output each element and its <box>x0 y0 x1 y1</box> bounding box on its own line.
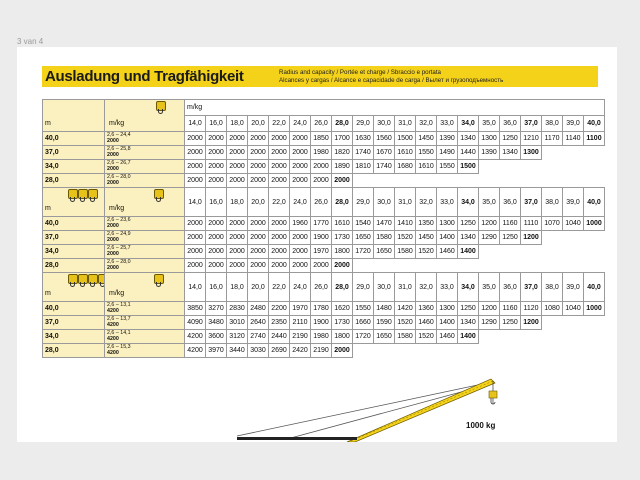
capacity-value-cell: 1610 <box>395 146 416 160</box>
max-capacity-text: 2000 <box>107 222 119 229</box>
jib-truss <box>347 379 495 442</box>
capacity-value-cell: 1400 <box>458 245 479 259</box>
capacity-value-cell: 2000 <box>227 259 248 273</box>
capacity-value-cell: 2000 <box>269 146 290 160</box>
radius-header-cell: 18,0 <box>227 273 248 302</box>
radius-header-cell: 28,0 <box>332 273 353 302</box>
radius-header-cell: 37,0 <box>521 116 542 132</box>
capacity-value-cell: 2000 <box>227 231 248 245</box>
radius-header-cell: 38,0 <box>542 116 563 132</box>
capacity-value-cell: 1160 <box>500 217 521 231</box>
capacity-value-cell: 1070 <box>542 217 563 231</box>
radius-header-cell: 20,0 <box>248 116 269 132</box>
range-text: 2,6 – 13,7 <box>107 315 131 322</box>
capacity-value-cell: 2000 <box>311 259 332 273</box>
counter-jib <box>237 437 357 440</box>
capacity-value-cell: 1390 <box>479 146 500 160</box>
capacity-value-cell: 3970 <box>206 344 227 358</box>
capacity-value-cell: 2740 <box>248 330 269 344</box>
capacity-value-cell: 1770 <box>311 217 332 231</box>
capacity-value-cell: 1340 <box>458 231 479 245</box>
jib-length-cell: 34,0 <box>43 160 105 174</box>
radius-header-cell: 36,0 <box>500 116 521 132</box>
range-text: 2,6 – 28,0 <box>107 258 131 265</box>
radius-header-cell: 22,0 <box>269 273 290 302</box>
capacity-value-cell: 1670 <box>374 146 395 160</box>
capacity-value-cell: 1400 <box>458 330 479 344</box>
capacity-value-cell: 1040 <box>563 302 584 316</box>
max-capacity-text: 4200 <box>107 335 119 342</box>
radius-header-cell: 16,0 <box>206 273 227 302</box>
capacity-value-cell: 1450 <box>416 231 437 245</box>
capacity-value-cell: 1290 <box>479 316 500 330</box>
capacity-value-cell: 1450 <box>416 132 437 146</box>
jib-length-cell: 40,0 <box>43 132 105 146</box>
capacity-value-cell: 1650 <box>374 245 395 259</box>
radius-header-cell: 32,0 <box>416 116 437 132</box>
range-text: 2,6 – 25,8 <box>107 145 131 152</box>
capacity-value-cell: 2000 <box>248 217 269 231</box>
capacity-value-cell: 1620 <box>332 302 353 316</box>
jib-length-cell: 37,0 <box>43 146 105 160</box>
jib-length-cell: 34,0 <box>43 245 105 259</box>
capacity-value-cell: 2000 <box>185 231 206 245</box>
capacity-value-cell: 1800 <box>332 245 353 259</box>
radius-header-cell: 30,0 <box>374 116 395 132</box>
subtitle-line-2: Alcances y cargas / Alcance e capacidade de carga / Вылет и грузоподъемность <box>279 76 504 84</box>
range-text: 2,6 – 24,4 <box>107 131 131 138</box>
capacity-value-cell: 1400 <box>437 316 458 330</box>
capacity-value-cell: 1550 <box>437 160 458 174</box>
capacity-value-cell: 1520 <box>416 330 437 344</box>
radius-header-cell: 40,0 <box>584 188 605 217</box>
capacity-value-cell: 1540 <box>353 217 374 231</box>
capacity-value-cell: 2420 <box>290 344 311 358</box>
radius-header-cell: 40,0 <box>584 273 605 302</box>
jib-length-cell: 28,0 <box>43 174 105 188</box>
capacity-value-cell: 1120 <box>521 302 542 316</box>
capacity-value-cell: 1200 <box>479 217 500 231</box>
capacity-value-cell: 3850 <box>185 302 206 316</box>
capacity-value-cell: 1650 <box>353 231 374 245</box>
capacity-value-cell: 2000 <box>206 259 227 273</box>
radius-header-cell: 14,0 <box>185 273 206 302</box>
capacity-value-cell: 2000 <box>311 174 332 188</box>
capacity-value-cell: 1300 <box>479 132 500 146</box>
capacity-value-cell: 2000 <box>248 259 269 273</box>
radius-header-cell: 35,0 <box>479 116 500 132</box>
capacity-value-cell: 1730 <box>332 231 353 245</box>
radius-header-cell: 22,0 <box>269 116 290 132</box>
radius-header-cell: 38,0 <box>542 273 563 302</box>
capacity-value-cell: 1580 <box>374 231 395 245</box>
capacity-value-cell: 1250 <box>500 231 521 245</box>
radius-unit-label: m/kg <box>185 100 605 116</box>
capacity-value-cell: 1960 <box>290 217 311 231</box>
capacity-value-cell: 1780 <box>311 302 332 316</box>
capacity-value-cell: 2000 <box>269 259 290 273</box>
capacity-value-cell: 1650 <box>374 330 395 344</box>
capacity-value-cell: 3270 <box>206 302 227 316</box>
radius-header-cell: 29,0 <box>353 116 374 132</box>
capacity-value-cell: 2000 <box>269 245 290 259</box>
capacity-value-cell: 1610 <box>416 160 437 174</box>
capacity-value-cell: 3480 <box>206 316 227 330</box>
capacity-value-cell: 1140 <box>563 132 584 146</box>
jib-length-cell: 37,0 <box>43 231 105 245</box>
unit-mkg-label: m/kg <box>109 290 125 297</box>
radius-header-cell: 33,0 <box>437 273 458 302</box>
subtitle-line-1: Radius and capacity / Portée et charge / Sbraccio e portata <box>279 69 441 76</box>
capacity-value-cell: 1250 <box>500 316 521 330</box>
radius-header-cell: 18,0 <box>227 188 248 217</box>
max-capacity-text: 2000 <box>107 179 119 186</box>
capacity-value-cell: 2000 <box>206 132 227 146</box>
capacity-value-cell: 4200 <box>185 330 206 344</box>
capacity-value-cell: 2190 <box>290 330 311 344</box>
radius-header-cell: 37,0 <box>521 188 542 217</box>
capacity-value-cell: 1970 <box>290 302 311 316</box>
capacity-value-cell: 2690 <box>269 344 290 358</box>
unit-mkg-label: m/kg <box>109 120 125 127</box>
capacity-value-cell: 2480 <box>248 302 269 316</box>
capacity-value-cell: 1160 <box>500 302 521 316</box>
radius-header-cell: 18,0 <box>227 116 248 132</box>
capacity-value-cell: 2000 <box>290 146 311 160</box>
capacity-value-cell: 1580 <box>395 330 416 344</box>
max-capacity-text: 2000 <box>107 250 119 257</box>
capacity-value-cell: 1390 <box>437 132 458 146</box>
capacity-value-cell: 2000 <box>206 174 227 188</box>
radius-header-cell: 36,0 <box>500 273 521 302</box>
capacity-value-cell: 1440 <box>458 146 479 160</box>
capacity-value-cell: 2000 <box>227 146 248 160</box>
max-capacity-text: 4200 <box>107 307 119 314</box>
capacity-value-cell: 4090 <box>185 316 206 330</box>
crane-boom-diagram <box>17 47 617 442</box>
capacity-value-cell: 2000 <box>185 146 206 160</box>
radius-header-cell: 37,0 <box>521 273 542 302</box>
capacity-value-cell: 2000 <box>269 217 290 231</box>
radius-header-cell: 20,0 <box>248 273 269 302</box>
boom-tie-line <box>237 383 487 436</box>
capacity-value-cell: 3440 <box>227 344 248 358</box>
radius-header-cell: 29,0 <box>353 273 374 302</box>
capacity-value-cell: 1300 <box>437 302 458 316</box>
jib-length-cell: 28,0 <box>43 344 105 358</box>
capacity-value-cell: 2000 <box>332 174 353 188</box>
capacity-value-cell: 1700 <box>332 132 353 146</box>
capacity-value-cell: 1660 <box>353 316 374 330</box>
range-text: 2,6 – 25,7 <box>107 244 131 251</box>
capacity-value-cell: 1590 <box>374 316 395 330</box>
radius-header-cell: 26,0 <box>311 116 332 132</box>
radius-header-cell: 26,0 <box>311 273 332 302</box>
capacity-value-cell: 1490 <box>437 146 458 160</box>
capacity-value-cell: 1250 <box>500 132 521 146</box>
hook-block <box>489 391 497 398</box>
unit-m-label: m <box>45 290 51 297</box>
radius-header-cell: 32,0 <box>416 273 437 302</box>
radius-header-cell: 39,0 <box>563 116 584 132</box>
radius-header-cell: 35,0 <box>479 188 500 217</box>
radius-header-cell: 24,0 <box>290 273 311 302</box>
capacity-value-cell: 1470 <box>374 217 395 231</box>
capacity-value-cell: 2000 <box>227 217 248 231</box>
capacity-value-cell: 1080 <box>542 302 563 316</box>
jib-length-cell: 28,0 <box>43 259 105 273</box>
range-text: 2,6 – 15,3 <box>107 343 131 350</box>
capacity-value-cell: 1290 <box>479 231 500 245</box>
capacity-value-cell: 2000 <box>248 174 269 188</box>
radius-header-cell: 24,0 <box>290 188 311 217</box>
capacity-value-cell: 1520 <box>395 316 416 330</box>
radius-header-cell: 28,0 <box>332 116 353 132</box>
capacity-value-cell: 2000 <box>269 174 290 188</box>
max-capacity-text: 2000 <box>107 165 119 172</box>
capacity-value-cell: 1420 <box>395 302 416 316</box>
radius-header-cell: 31,0 <box>395 188 416 217</box>
capacity-value-cell: 1200 <box>521 231 542 245</box>
radius-header-cell: 24,0 <box>290 116 311 132</box>
capacity-value-cell: 1500 <box>458 160 479 174</box>
capacity-value-cell: 1460 <box>437 245 458 259</box>
max-capacity-text: 2000 <box>107 264 119 271</box>
capacity-value-cell: 2000 <box>185 217 206 231</box>
radius-header-cell: 16,0 <box>206 188 227 217</box>
capacity-value-cell: 1210 <box>521 132 542 146</box>
capacity-value-cell: 1820 <box>332 146 353 160</box>
capacity-value-cell: 1730 <box>332 316 353 330</box>
unit-m-label: m <box>45 120 51 127</box>
capacity-value-cell: 2000 <box>290 245 311 259</box>
range-text: 2,6 – 23,6 <box>107 216 131 223</box>
capacity-value-cell: 1550 <box>416 146 437 160</box>
range-text: 2,6 – 24,9 <box>107 230 131 237</box>
capacity-value-cell: 3030 <box>248 344 269 358</box>
capacity-value-cell: 2000 <box>248 146 269 160</box>
radius-header-cell: 38,0 <box>542 188 563 217</box>
capacity-value-cell: 1970 <box>311 245 332 259</box>
capacity-value-cell: 2000 <box>311 160 332 174</box>
capacity-value-cell: 1720 <box>353 330 374 344</box>
capacity-value-cell: 3120 <box>227 330 248 344</box>
capacity-value-cell: 1800 <box>332 330 353 344</box>
capacity-value-cell: 1100 <box>584 132 605 146</box>
capacity-value-cell: 1560 <box>374 132 395 146</box>
capacity-value-cell: 2000 <box>248 231 269 245</box>
load-label: 1000 kg <box>466 421 496 430</box>
capacity-value-cell: 1550 <box>353 302 374 316</box>
capacity-value-cell: 1890 <box>332 160 353 174</box>
radius-header-cell: 20,0 <box>248 188 269 217</box>
capacity-value-cell: 2000 <box>290 259 311 273</box>
radius-header-cell: 30,0 <box>374 273 395 302</box>
unit-mkg-label: m/kg <box>109 205 125 212</box>
capacity-value-cell: 1200 <box>521 316 542 330</box>
radius-header-cell: 34,0 <box>458 188 479 217</box>
capacity-value-cell: 1500 <box>395 132 416 146</box>
capacity-value-cell: 2000 <box>185 132 206 146</box>
range-text: 2,6 – 26,7 <box>107 159 131 166</box>
radius-header-cell: 33,0 <box>437 188 458 217</box>
capacity-value-cell: 2440 <box>269 330 290 344</box>
capacity-value-cell: 2000 <box>185 259 206 273</box>
radius-header-cell: 39,0 <box>563 188 584 217</box>
capacity-value-cell: 1460 <box>416 316 437 330</box>
page-title: Ausladung und Tragfähigkeit <box>45 68 244 85</box>
radius-header-cell: 34,0 <box>458 116 479 132</box>
capacity-value-cell: 1480 <box>374 302 395 316</box>
capacity-value-cell: 1170 <box>542 132 563 146</box>
boom-tie-line-2 <box>287 385 487 439</box>
capacity-value-cell: 1340 <box>458 316 479 330</box>
capacity-value-cell: 2000 <box>206 231 227 245</box>
capacity-value-cell: 1520 <box>416 245 437 259</box>
jib-length-cell: 34,0 <box>43 330 105 344</box>
capacity-value-cell: 2000 <box>185 160 206 174</box>
radius-header-cell: 34,0 <box>458 273 479 302</box>
capacity-value-cell: 1980 <box>311 146 332 160</box>
radius-header-cell: 22,0 <box>269 188 290 217</box>
capacity-value-cell: 1200 <box>479 302 500 316</box>
capacity-value-cell: 1340 <box>500 146 521 160</box>
capacity-value-cell: 1850 <box>311 132 332 146</box>
radius-header-cell: 30,0 <box>374 188 395 217</box>
capacity-value-cell: 2000 <box>248 160 269 174</box>
max-capacity-text: 2000 <box>107 137 119 144</box>
capacity-value-cell: 1000 <box>584 302 605 316</box>
jib-length-cell: 40,0 <box>43 217 105 231</box>
capacity-value-cell: 1680 <box>395 160 416 174</box>
max-capacity-text: 2000 <box>107 151 119 158</box>
radius-header-cell: 40,0 <box>584 116 605 132</box>
radius-header-cell: 39,0 <box>563 273 584 302</box>
capacity-value-cell: 2000 <box>290 132 311 146</box>
capacity-value-cell: 1630 <box>353 132 374 146</box>
capacity-value-cell: 1400 <box>437 231 458 245</box>
capacity-value-cell: 2000 <box>227 245 248 259</box>
jib-length-cell: 40,0 <box>43 302 105 316</box>
capacity-value-cell: 4200 <box>185 344 206 358</box>
capacity-value-cell: 2000 <box>290 160 311 174</box>
radius-header-cell: 32,0 <box>416 188 437 217</box>
radius-header-cell: 26,0 <box>311 188 332 217</box>
capacity-value-cell: 1300 <box>521 146 542 160</box>
capacity-value-cell: 2000 <box>332 259 353 273</box>
capacity-value-cell: 2830 <box>227 302 248 316</box>
radius-header-cell: 14,0 <box>185 116 206 132</box>
radius-header-cell: 35,0 <box>479 273 500 302</box>
capacity-value-cell: 2200 <box>269 302 290 316</box>
max-capacity-text: 2000 <box>107 236 119 243</box>
capacity-value-cell: 2640 <box>248 316 269 330</box>
radius-header-cell: 31,0 <box>395 273 416 302</box>
capacity-value-cell: 2000 <box>206 245 227 259</box>
max-capacity-text: 4200 <box>107 321 119 328</box>
capacity-value-cell: 2000 <box>332 344 353 358</box>
capacity-value-cell: 1410 <box>395 217 416 231</box>
radius-header-cell: 31,0 <box>395 116 416 132</box>
jib-length-cell: 37,0 <box>43 316 105 330</box>
page-indicator: 3 van 4 <box>17 37 44 46</box>
capacity-value-cell: 2000 <box>185 174 206 188</box>
capacity-value-cell: 1360 <box>416 302 437 316</box>
radius-header-cell: 29,0 <box>353 188 374 217</box>
max-capacity-text: 4200 <box>107 349 119 356</box>
capacity-value-cell: 1000 <box>584 217 605 231</box>
capacity-value-cell: 2000 <box>269 231 290 245</box>
capacity-value-cell: 2000 <box>269 160 290 174</box>
capacity-value-cell: 1040 <box>563 217 584 231</box>
capacity-value-cell: 2000 <box>248 132 269 146</box>
capacity-value-cell: 1810 <box>353 160 374 174</box>
capacity-value-cell: 2350 <box>269 316 290 330</box>
capacity-value-cell: 1900 <box>311 231 332 245</box>
capacity-value-cell: 2000 <box>290 174 311 188</box>
capacity-value-cell: 1900 <box>311 316 332 330</box>
capacity-value-cell: 2000 <box>248 245 269 259</box>
capacity-value-cell: 1610 <box>332 217 353 231</box>
capacity-value-cell: 2000 <box>206 160 227 174</box>
range-text: 2,6 – 13,1 <box>107 301 131 308</box>
range-text: 2,6 – 14,1 <box>107 329 131 336</box>
radius-header-cell: 14,0 <box>185 188 206 217</box>
radius-header-cell: 33,0 <box>437 116 458 132</box>
capacity-value-cell: 2000 <box>269 132 290 146</box>
capacity-value-cell: 1250 <box>458 302 479 316</box>
capacity-value-cell: 2000 <box>227 132 248 146</box>
capacity-value-cell: 2190 <box>311 344 332 358</box>
capacity-value-cell: 1350 <box>416 217 437 231</box>
capacity-value-cell: 1980 <box>311 330 332 344</box>
capacity-value-cell: 2000 <box>290 231 311 245</box>
capacity-value-cell: 1740 <box>374 160 395 174</box>
capacity-value-cell: 2000 <box>206 217 227 231</box>
capacity-value-cell: 3010 <box>227 316 248 330</box>
range-text: 2,6 – 28,0 <box>107 173 131 180</box>
capacity-value-cell: 2000 <box>227 160 248 174</box>
capacity-value-cell: 1580 <box>395 245 416 259</box>
radius-header-cell: 28,0 <box>332 188 353 217</box>
capacity-value-cell: 2000 <box>206 146 227 160</box>
capacity-value-cell: 1460 <box>437 330 458 344</box>
document-page <box>17 47 617 442</box>
capacity-value-cell: 1250 <box>458 217 479 231</box>
capacity-value-cell: 3600 <box>206 330 227 344</box>
capacity-value-cell: 1720 <box>353 245 374 259</box>
capacity-value-cell: 2110 <box>290 316 311 330</box>
capacity-value-cell: 1110 <box>521 217 542 231</box>
radius-header-cell: 36,0 <box>500 188 521 217</box>
unit-m-label: m <box>45 205 51 212</box>
capacity-value-cell: 2000 <box>185 245 206 259</box>
capacity-value-cell: 1340 <box>458 132 479 146</box>
radius-header-cell: 16,0 <box>206 116 227 132</box>
capacity-value-cell: 1740 <box>353 146 374 160</box>
capacity-value-cell: 2000 <box>227 174 248 188</box>
capacity-value-cell: 1300 <box>437 217 458 231</box>
capacity-value-cell: 1520 <box>395 231 416 245</box>
